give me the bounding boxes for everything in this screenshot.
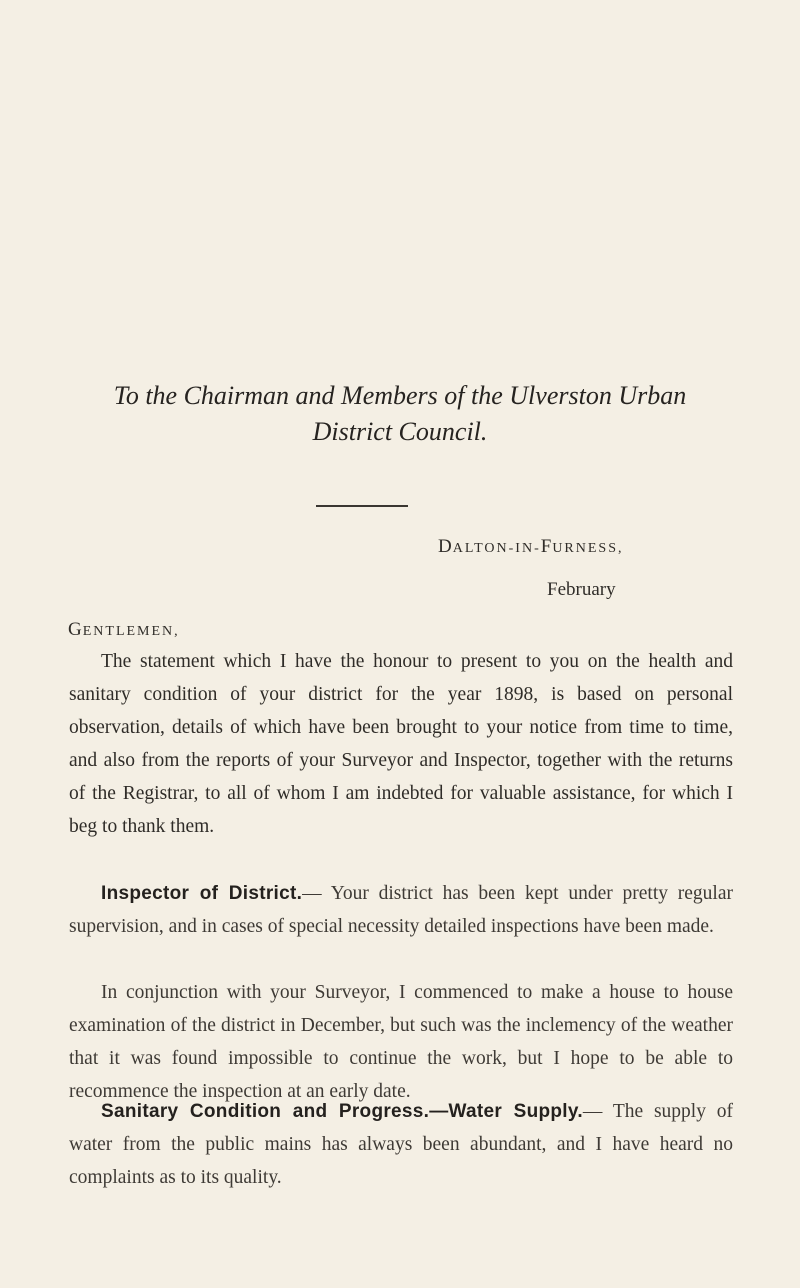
paragraph-conjunction: In conjunction with your Surveyor, I commenced to make a house to house examination of the district in December, but such was the inclemency of the weather that it was found impossible to continue the work, but I hope to be able to recommence the inspection at an early date.: [69, 982, 733, 1102]
place-initial: D: [438, 536, 453, 557]
paragraph-inspector: [69, 877, 733, 943]
heading-inspector-of-district: Inspector of District.: [101, 883, 303, 904]
salutation-initial: G: [68, 619, 83, 640]
place-rest: ALTON-IN-: [452, 541, 541, 556]
place-rest-2: URNESS,: [552, 541, 624, 556]
letter-title: [40, 378, 760, 450]
paragraph-sanitary-body: — The supply of water from the public mains has always been abundant, and I have heard no complaints as to its quality.: [69, 1101, 733, 1188]
title-line-1: To the Chairman and Members of the Ulverston Urban: [113, 381, 687, 410]
heading-water-supply: —Water Supply.: [429, 1101, 583, 1122]
date-line: February: [547, 579, 616, 600]
paragraph-statement: The statement which I have the honour to present to you on the health and sanitary condition of your district for the year 1898, is based on personal observation, details of which have been brought to your notice from time to time, and also from the reports of your Surveyor and Inspector, together with the returns of the Registrar, to all of whom I am indebted for valuable assistance, for which I beg to thank them.: [69, 651, 733, 837]
paragraph-inspector-body: — Your district has been kept under pretty regular supervision, and in cases of special necessity detailed inspections have been made.: [69, 883, 733, 937]
title-divider: [316, 505, 408, 507]
heading-sanitary-condition: Sanitary Condition and Progress.: [101, 1101, 430, 1122]
title-line-2: District Council.: [312, 417, 488, 446]
place-initial-2: F: [540, 536, 553, 557]
salutation: [68, 619, 180, 641]
paragraph-sanitary: [69, 1095, 733, 1194]
place-line: [438, 536, 624, 558]
salutation-rest: ENTLEMEN,: [82, 624, 180, 639]
